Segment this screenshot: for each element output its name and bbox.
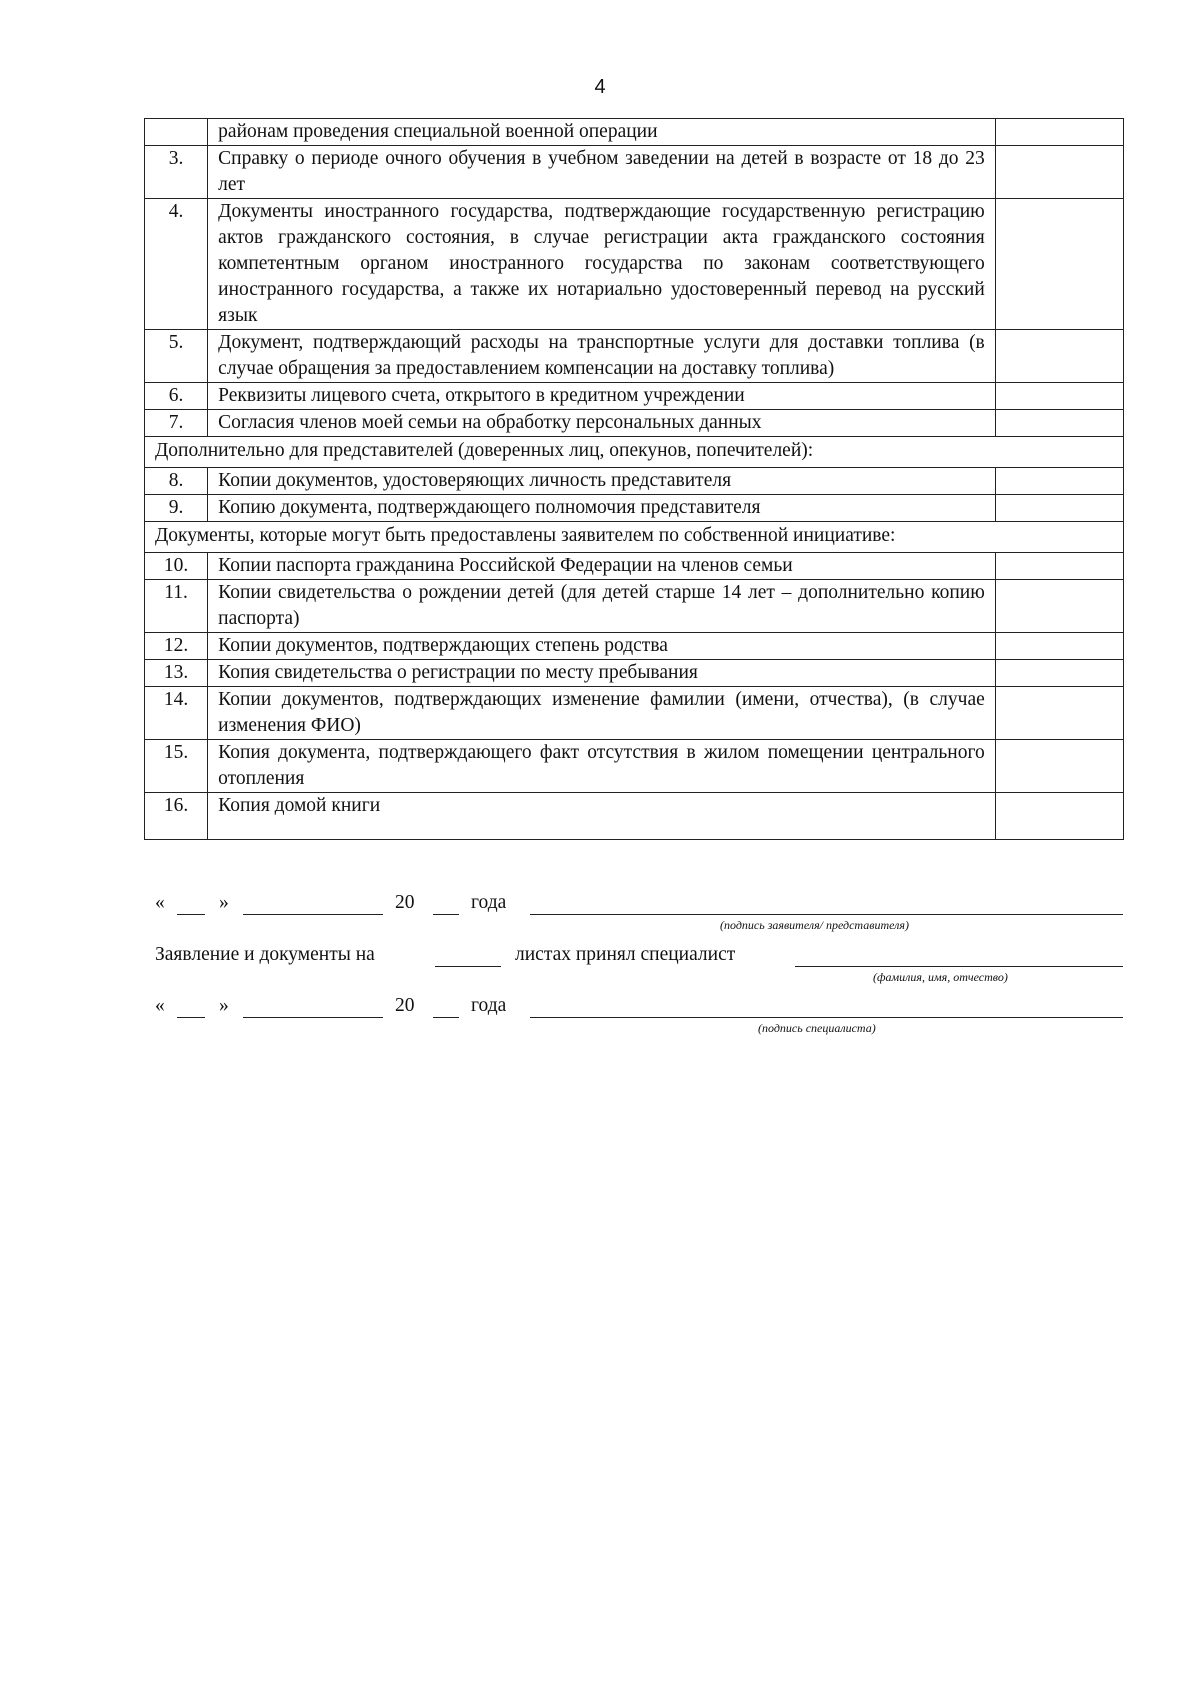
quote-open: «	[155, 995, 165, 1016]
day-blank[interactable]	[177, 914, 205, 915]
section-representatives-heading: Дополнительно для представителей (доверенных лиц, опекунов, попечителей):	[145, 437, 1124, 468]
table-row	[145, 495, 1124, 522]
row-text: Копии документов, подтверждающих изменение фамилии (имени, отчества), (в случае изменения ФИО)	[208, 687, 996, 740]
table-row	[145, 793, 1124, 840]
row-text: Согласия членов моей семьи на обработку персональных данных	[208, 410, 996, 437]
row-mark-cell	[995, 633, 1123, 660]
year-blank[interactable]	[433, 1017, 459, 1018]
year-word: года	[471, 892, 507, 913]
specialist-fio-line[interactable]	[795, 966, 1123, 967]
row-number: 7.	[145, 410, 208, 437]
row-text: Копии паспорта гражданина Российской Федерации на членов семьи	[208, 553, 996, 580]
table-row	[145, 119, 1124, 146]
table-row	[145, 580, 1124, 633]
month-blank[interactable]	[243, 1017, 383, 1018]
sheets-count-blank[interactable]	[435, 966, 501, 967]
table-row	[145, 383, 1124, 410]
month-blank[interactable]	[243, 914, 383, 915]
table-row	[145, 330, 1124, 383]
table-row	[145, 468, 1124, 495]
table-row	[145, 199, 1124, 330]
row-text: Реквизиты лицевого счета, открытого в кредитном учреждении	[208, 383, 996, 410]
specialist-signature-line[interactable]	[530, 1017, 1123, 1018]
row-text: Копии свидетельства о рождении детей (для детей старше 14 лет – дополнительно копию паспорта)	[208, 580, 996, 633]
accepted-prefix: Заявление и документы на	[155, 944, 375, 965]
row-text: Копии документов, подтверждающих степень родства	[208, 633, 996, 660]
section-own-initiative-heading: Документы, которые могут быть предоставлены заявителем по собственной инициативе:	[145, 522, 1124, 553]
year-prefix: 20	[395, 995, 415, 1016]
table-row	[145, 410, 1124, 437]
row-text: Копию документа, подтверждающего полномочия представителя	[208, 495, 996, 522]
year-word: года	[471, 995, 507, 1016]
row-mark-cell	[995, 410, 1123, 437]
year-blank[interactable]	[433, 914, 459, 915]
row-number: 6.	[145, 383, 208, 410]
row-text: Копия документа, подтверждающего факт отсутствия в жилом помещении центрального отопления	[208, 740, 996, 793]
section-header-row	[145, 437, 1124, 468]
row-number: 16.	[145, 793, 208, 840]
page-number: 4	[594, 76, 606, 98]
accepted-row	[155, 944, 1125, 984]
row-number: 4.	[145, 199, 208, 330]
row-mark-cell	[995, 495, 1123, 522]
row-mark-cell	[995, 660, 1123, 687]
row-mark-cell	[995, 383, 1123, 410]
row-number: 5.	[145, 330, 208, 383]
row-mark-cell	[995, 687, 1123, 740]
table-row	[145, 687, 1124, 740]
section-header-row	[145, 522, 1124, 553]
day-blank[interactable]	[177, 1017, 205, 1018]
row-mark-cell	[995, 199, 1123, 330]
row-number: 10.	[145, 553, 208, 580]
table-row	[145, 553, 1124, 580]
row-number	[145, 119, 208, 146]
row-text: Документы иностранного государства, подтверждающие государственную регистрацию актов гражданского состояния, в случае регистрации акта гражданского состояния компетентным органом иностранного государства по законам соответствующего иностранного государства, а также их нотариально удостоверенный перевод на русский язык	[208, 199, 996, 330]
row-mark-cell	[995, 793, 1123, 840]
row-number: 9.	[145, 495, 208, 522]
accepted-suffix: листах принял специалист	[515, 944, 736, 965]
table-row	[145, 146, 1124, 199]
row-mark-cell	[995, 468, 1123, 495]
row-number: 14.	[145, 687, 208, 740]
quote-open: «	[155, 892, 165, 913]
row-mark-cell	[995, 146, 1123, 199]
row-number: 15.	[145, 740, 208, 793]
row-text: Копии документов, удостоверяющих личность представителя	[208, 468, 996, 495]
specialist-signature-caption: (подпись специалиста)	[758, 1021, 876, 1035]
quote-close: »	[219, 892, 229, 913]
row-number: 3.	[145, 146, 208, 199]
documents-table	[144, 118, 1124, 840]
row-text: районам проведения специальной военной операции	[208, 119, 996, 146]
quote-close: »	[219, 995, 229, 1016]
table-row	[145, 660, 1124, 687]
row-number: 12.	[145, 633, 208, 660]
specialist-fio-caption: (фамилия, имя, отчество)	[873, 970, 1008, 984]
table-row	[145, 633, 1124, 660]
year-prefix: 20	[395, 892, 415, 913]
row-mark-cell	[995, 330, 1123, 383]
applicant-signature-caption: (подпись заявителя/ представителя)	[720, 918, 909, 932]
row-number: 8.	[145, 468, 208, 495]
row-text: Документ, подтверждающий расходы на транспортные услуги для доставки топлива (в случае обращения за предоставлением компенсации на доставку топлива)	[208, 330, 996, 383]
row-number: 13.	[145, 660, 208, 687]
row-mark-cell	[995, 740, 1123, 793]
applicant-signature-row	[155, 892, 1125, 932]
row-text: Копия домой книги	[208, 793, 996, 840]
row-number: 11.	[145, 580, 208, 633]
row-mark-cell	[995, 580, 1123, 633]
row-text: Копия свидетельства о регистрации по месту пребывания	[208, 660, 996, 687]
row-mark-cell	[995, 553, 1123, 580]
row-text: Справку о периоде очного обучения в учебном заведении на детей в возрасте от 18 до 23 лет	[208, 146, 996, 199]
table-row	[145, 740, 1124, 793]
specialist-signature-row	[155, 995, 1125, 1035]
row-mark-cell	[995, 119, 1123, 146]
applicant-signature-line[interactable]	[530, 914, 1123, 915]
